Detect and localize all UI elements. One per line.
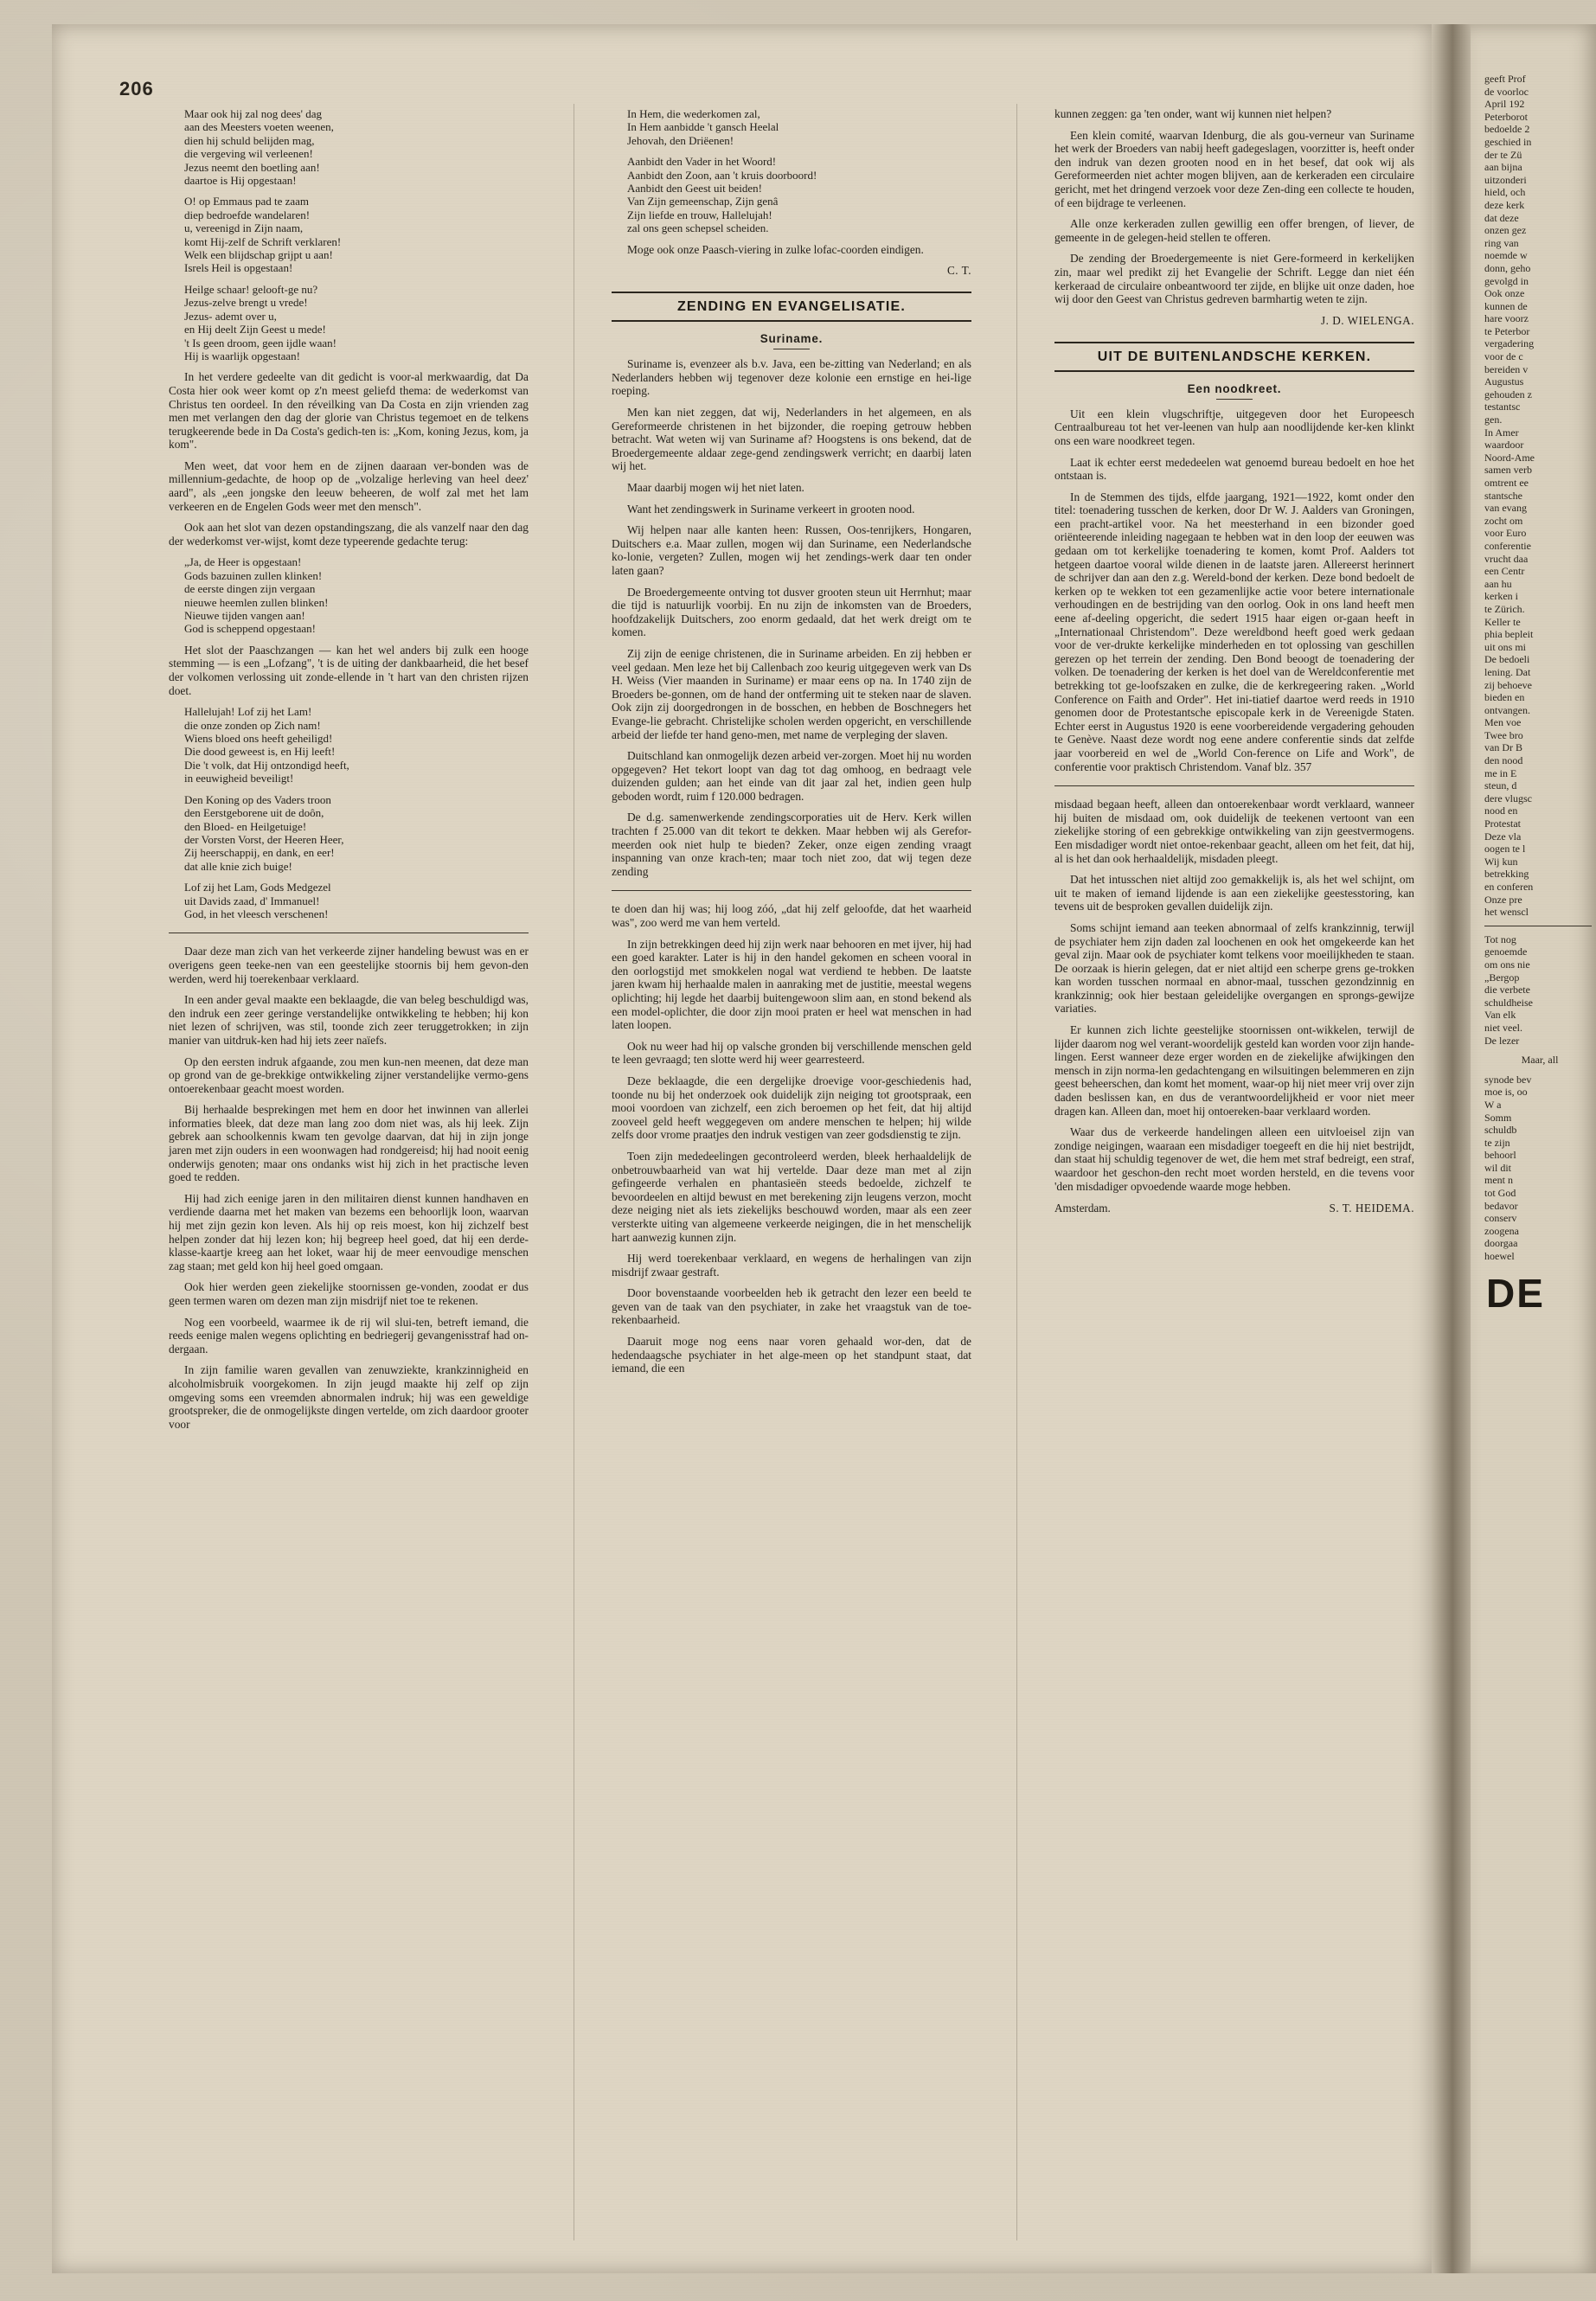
page-left-leaf xyxy=(52,24,1432,2273)
paragraph: Door bovenstaande voorbeelden heb ik getracht den lezer een beeld te geven van de taak van den psychiater, in zake het vraagstuk van de toe-rekenbaarheid. xyxy=(612,1286,971,1327)
poem-stanza: Maar ook hij zal nog dees' dag aan des Meesters voeten weenen, dien hij schuld belijden mag, die vergeving wil verleenen! Jezus neemt den boetling aan! daartoe is Hij opgestaan! xyxy=(184,107,334,188)
paragraph: Want het zendingswerk in Suriname verkeert in grooten nood. xyxy=(627,502,915,516)
paragraph: In de Stemmen des tijds, elfde jaargang, 1921—1922, komt onder den titel: toenadering tusschen de kerken, door Dr W. J. Aalders van Groningen, een pracht-artikel voor. Na het meesterhand in een bizonder goed oriënteerende inleiding nagegaan te hebben wat in den loop der eeuwen was gedaan om tot kerkelijke toenadering te komen, komt Prof. Aalders tot hetgeen daartoe vooral wilde dienen in de laatste jaren. Allereerst herinnert de schrijver dan aan den z.g. Wereld-bond der kerken. Deze bond bedoelt de kerken op te wekken tot een gezamenlijke actie voor betere internationale verhoudingen en de bestrijding van den oorlog. Ook in ons land heeft men eene af-deeling opgericht, die sedert 1915 haar eigen or-gaan heeft in „Internationaal Christendom". Deze wereldbond heeft goed werk gedaan voor de ver-drukte kerkelijke minderheden en tot oplossing van geschillen gerezen op het terrein der zending. Den Bond beoogt de toenadering der volken. De toenadering der kerken is het doel van de Wereldconferentie met betrekking tot ge-loofszaken en zulke, die de kerkregeering raken. „World Conference on Faith and Order". Het ini-tiatief daartoe werd reeds in 1910 genomen door de Protestantsche episcopale kerk in de Vereenigde Staten. Echter eerst in Augustus 1920 is eene voorbereidende vergadering gehouden te Genève. Naast deze wordt nog eene andere conferentie sinds dat zelfde jaar voorbereid en wel de „World Con-ference on Life and Work", de conferentie voor praktisch Christendom. Vanaf blz. 357 xyxy=(1054,490,1414,773)
poem-stanza: Aanbidt den Vader in het Woord! Aanbidt den Zoon, aan 't kruis doorboord! Aanbidt den Geest uit beiden! Van Zijn gemeenschap, Zijn genâ Zijn liefde en trouw, Hallelujah! zal ons geen schepsel scheiden. xyxy=(627,155,817,235)
paragraph: misdaad begaan heeft, alleen dan ontoerekenbaar wordt verklaard, wanneer hij buiten de misdaad om, ook duidelijk de teekenen vertoont van een ziekelijke storing of een gebrekkige ontwikkeling van zijn geestvermogens. Een misdadiger wordt niet ontoe-rekenbaar geacht, alleen om het feit, dat hij, al is het dan ook herhaaldelijk, misdaden pleegt. xyxy=(1054,798,1414,865)
subheading-suriname: Suriname. xyxy=(760,332,824,346)
section-heading-buitenlandsche-kerken: UIT DE BUITENLANDSCHE KERKEN. xyxy=(1054,342,1414,372)
paragraph: De d.g. samenwerkende zendingscorporaties uit de Herv. Kerk willen trachten f 25.000 van dit tekort te dekken. Maar hebben wij als Gerefor-meerden ook niet hulp te bieden? Zeker, onze eigen zending vraagt inspanning van onze krach-ten; maar toch niet zoo, dat wij tegen deze zending xyxy=(612,811,971,878)
paragraph: Maar daarbij mogen wij het niet laten. xyxy=(627,481,804,494)
paragraph: Nog een voorbeeld, waarmee ik de rij wil slui-ten, betreft iemand, die reeds eenige malen wegens oplichting en bedriegerij gevangenisstraf had on-dergaan. xyxy=(169,1315,529,1356)
section-heading-zending: ZENDING EN EVANGELISATIE. xyxy=(612,292,971,322)
subheading-rule xyxy=(1216,399,1253,400)
paragraph: Moge ook onze Paasch-viering in zulke lofac-coorden eindigen. xyxy=(627,242,924,256)
page-right-leaf xyxy=(1471,24,1596,2273)
paragraph: Daar deze man zich van het verkeerde zijner handeling bewust was en er overigens geen teeke-nen van een geestelijke stoornis bij hem gevon-den werden, werd hij toerekenbaar verklaard. xyxy=(169,945,529,985)
paragraph: Uit een klein vlugschriftje, uitgegeven door het Europeesch Centraalbureau tot het ver-leenen van hulp aan noodlijdende ker-ken klinkt ons een ware noodkreet tegen. xyxy=(1054,407,1414,447)
paragraph: Deze beklaagde, die een dergelijke droevige voor-geschiedenis had, toonde nu bij het onderzoek ook duidelijk zijn neiging tot grootspraak, een mooi voordoen van zichzelf, een zich beroemen op het feit, dat hij altijd zooveel geld heeft weggegeven om andere menschen te helpen; hij wilde zelfs door vrome praatjes den indruk vestigen van zeer godsdienstig te zijn. xyxy=(612,1074,971,1142)
poem-stanza: In Hem, die wederkomen zal, In Hem aanbidde 't gansch Heelal Jehovah, den Driëenen! xyxy=(627,107,779,147)
paragraph: Een klein comité, waarvan Idenburg, die als gou-verneur van Suriname het werk der Broeders van nabij heeft gadegeslagen, voorzitter is, heeft onder den indruk van dezen grooten nood en in het besef, dat ook wij als Gereformeerden niet achter mogen blijven, aan de kerkeraden een circulaire gericht, met het dringend verzoek voor deze Zen-ding een collecte te houden, of een bijdrage te verleenen. xyxy=(1054,128,1414,209)
poem-stanza: O! op Emmaus pad te zaam diep bedroefde wandelaren! u, vereenigd in Zijn naam, komt Hij-zelf de Schrift verklaren! Welk een blijdschap grijpt u aan! Isrels Heil is opgestaan! xyxy=(184,195,342,275)
paragraph: Bij herhaalde besprekingen met hem en door het inwinnen van allerlei informaties bleek, dat deze man lang zoo dom niet was, als hij leek. Zijn gebrek aan schoolkennis kwam ten gevolge daarvan, dat hij in zijn jonge jaren met zijn ouders in een woonwagen had rondgereisd; hij had nooit eenig onderwijs genoten; maar ons ondanks wist hij zich in het practische leven goed te redden. xyxy=(169,1103,529,1184)
paragraph: Laat ik echter eerst mededeelen wat genoemd bureau bedoelt en hoe het ontstaan is. xyxy=(1054,455,1414,483)
subheading-noodkreet: Een noodkreet. xyxy=(1187,381,1282,395)
paragraph: Zij zijn de eenige christenen, die in Suriname arbeiden. En zij hebben er veel gedaan. Men leze het bij Callenbach zoo keurig uitgegeven werk van Ds H. Weiss (Vier maanden in Suriname) er maar eens op na. In 1740 zijn de Broeders be-gonnen, om de hand der ontferming uit te steken naar de slaven. Ook zijn zij doorgedrongen in de bosschen, en hebben de Boschnegers het Evange-lie gebracht. Christelijke scholen werden opgericht, en verschillende arbeid der liefde ter hand geno-men, met name de verpleging der slaven. xyxy=(612,646,971,741)
paragraph-fragment: Maar, all xyxy=(1521,1054,1559,1067)
section-divider xyxy=(612,890,971,891)
paragraph: Wij helpen naar alle kanten heen: Russen, Oos-tenrijkers, Hongaren, Duitschers e.a. Maar zullen, mogen wij dan Suriname, een Nederlandsche ko-lonie, vergeten? Zullen, mogen wij het zendings-werk daar ten onder laten gaan? xyxy=(612,523,971,577)
paragraph: De zending der Broedergemeente is niet Gere-formeerd in kerkelijken zin, maar wel predikt zij het Evangelie der Schrift. Legge dan niet één kerkeraad de circulaire onbeantwoord ter zijde, en blijke uit onze daden, hoe wij door den Geest van Christus gedreven barmhartig weten te zijn. xyxy=(1054,252,1414,306)
paragraph: In zijn betrekkingen deed hij zijn werk naar behooren en met ijver, hij had een goed karakter. Later is hij in den handel gekomen en scheen vooral in den oorlogstijd met smokkelen nogal wat verdiend te hebben. De laatste jaren kwam hij herhaalde malen in aanraking met de justitie, meestal wegens oplichting; hij legde het daarbij buitengewoon slim aan, en stond bekend als een model-oplichter, die door zijn mooi praten er heel wat menschen in had laten loopen. xyxy=(612,937,971,1032)
paragraph: Men kan niet zeggen, dat wij, Nederlanders in het algemeen, en als Gereformeerde christenen in het bijzonder, die roeping getrouw hebben betracht. Wat weten wij van Suriname af? Hoogstens is ons bekend, dat de Broedergemeente aldaar zege-gend zendingswerk verricht; en daarbij laten wij het. xyxy=(612,406,971,473)
paragraph: Men weet, dat voor hem en de zijnen daaraan ver-bonden was de millennium-gedachte, de hoop op de „volzalige herleving van heel deez' aard", als „een jongske den leeuw beheeren, de wolf zal met het lam verkeeren en de Engelen Gods weer met den mensch". xyxy=(169,458,529,513)
paragraph: Ook hier werden geen ziekelijke stoornissen ge-vonden, zoodat er dus geen termen waren om dezen man zijn misdrijf niet toe te rekenen. xyxy=(169,1280,529,1307)
poem-stanza: Hallelujah! Lof zij het Lam! die onze zonden op Zich nam! Wiens bloed ons heeft geheiligd! Die dood geweest is, en Hij leeft! Die 't volk, dat Hij ontzondigd heeft, in eeuwigheid beveiligt! xyxy=(184,705,349,785)
column-divider-2 xyxy=(1016,104,1017,2240)
paragraph: Daaruit moge nog eens naar voren gehaald wor-den, dat de hedendaagsche psychiater in het alge-meen op het standpunt staat, dat iemand, die een xyxy=(612,1335,971,1375)
paragraph: Op den eersten indruk afgaande, zou men kun-nen meenen, dat deze man op grond van de ge-brekkige ontwikkeling zijner verstandelijke vermo-gens ontoerekenbaar geacht moest worden. xyxy=(169,1054,529,1095)
paragraph: In het verdere gedeelte van dit gedicht is voor-al merkwaardig, dat Da Costa hier ook weer komt op z'n meest geliefd thema: de wederkomst van Christus ten oordeel. In den réveilking van Da Costa en zijn vrienden zag men met verlangen den dag der glorie van Christus tegemoet en de telkens terugkeerende bede in Da Costa's gedich-ten is: „Kom, koning Jezus, kom, ja kom". xyxy=(169,370,529,452)
signature-block xyxy=(1054,1202,1414,1215)
page-number: 206 xyxy=(119,78,154,99)
book-gutter-shadow xyxy=(1432,24,1473,2273)
paragraph-fragment: Tot nog genoemde om ons nie „Bergop die verbete schuldheise Van elk niet veel. De lezer xyxy=(1484,933,1533,1047)
paragraph: Waar dus de verkeerde handelingen alleen een uitvloeisel zijn van zondige neigingen, waaraan een misdadiger toegeeft en die hij niet bestrijdt, dan staat hij schuldig tegenover de wet, die hem met straf bedreigt, een straf, waardoor het geschon-den recht moet worden hersteld, en die tevens voor 'den misdadiger opvoedende waarde moge hebben. xyxy=(1054,1125,1414,1193)
paragraph: Suriname is, evenzeer als b.v. Java, een be-zitting van Nederland; en als Nederlanders hebben wij tegenover deze kolonie een ernstige en hei-lige roeping. xyxy=(612,357,971,398)
paragraph: In een ander geval maakte een beklaagde, die van beleg beschuldigd was, den indruk een zeer geringe verstandelijke ontwikkeling te hebben; hij kon niet lezen of schrijven, was stil, toonde zich zeer teruggetrokken; in zijn manier van uitdruk-ken had hij iets zeer naïefs. xyxy=(169,993,529,1047)
paragraph: Het slot der Paaschzangen — kan het wel anders bij zulk een hooge stemming — is een „Lofzang", 't is de uiting der dankbaarheid, die het besef der volkomen verlossing uit zonde-ellende in 't hart van den christen rijzen doet. xyxy=(169,643,529,697)
column-1 xyxy=(169,104,529,1439)
place-name: Amsterdam. xyxy=(1054,1202,1111,1215)
paragraph: In zijn familie waren gevallen van zenuwziekte, krankzinnigheid en alcoholmisbruik voorgekomen. In zijn jeugd maakte hij zelf op zijn omgeving soms een vreemden abnormalen indruk; hij was een geweldige grootspreker, die de onmogelijkste dingen vertelde, om zich daardoor grooter voor xyxy=(169,1363,529,1431)
paragraph: kunnen zeggen: ga 'ten onder, want wij kunnen niet helpen? xyxy=(1054,107,1332,120)
column-3 xyxy=(1054,104,1414,1215)
paragraph: Ook aan het slot van dezen opstandingszang, die als vanzelf naar den dag der wederkomst ver-wijst, komt deze typeerende gedachte terug: xyxy=(169,521,529,548)
article-columns xyxy=(169,104,1414,2258)
signature: S. T. HEIDEMA. xyxy=(1329,1202,1414,1215)
masthead-fragment: DE xyxy=(1486,1270,1545,1316)
paragraph: Toen zijn mededeelingen gecontroleerd werden, bleek herhaaldelijk de onbetrouwbaarheid van wat hij vertelde. Daar deze man met al zijn gefingeerde verhalen en phantasieën steeds bedoelde, zichzelf te bevoordeelen en altijd bewust en met berekening zijn leugens verzon, mocht deze neiging niet als iets ziekelijks beschouwd worden, maar als een zeer versterkte uiting van algemeene verkeerde neigingen, die in het menschelijk hart aanwezig kunnen zijn. xyxy=(612,1149,971,1244)
paragraph: Er kunnen zich lichte geestelijke stoornissen ont-wikkelen, terwijl de lijder daarom nog wel verant-woordelijk gesteld kan worden voor zijn hande-lingen. Eerst wanneer deze erger worden en de ziekelijke afwijkingen den mensch in zijn norma-len gedachtengang en wilsuitingen belemmeren en zijn geest beheerschen, dan komt het moment, waar-op hij niet meer vrij over zijn daden beslissen kan, en dus de verantwoordelijkheid er voor niet meer dragen kan. Alleen dan, moet hij ontoereken-baar verklaard worden. xyxy=(1054,1023,1414,1118)
poem-stanza: Den Koning op des Vaders troon den Eerstgeborene uit de doôn, den Bloed- en Heilgetuige! der Vorsten Vorst, der Heeren Heer, Zij heerschappij, en dank, en eer! dat alle knie zich buige! xyxy=(184,792,344,873)
paragraph: Dat het intusschen niet altijd zoo gemakkelijk is, als het wel schijnt, om uit te maken of iemand lijdende is aan een ziekelijke geestesstoring, kan tevens uit de besproken gevallen duidelijk zijn. xyxy=(1054,873,1414,913)
paragraph: Soms schijnt iemand aan teeken abnormaal of zelfs krankzinnig, terwijl de psychiater hem zijn daden zal loochenen en ook het omgekeerde kan het geval zijn. Maar ook de psychiater komt telkens voor moeilijkheden te staan. De oorzaak is hierin gelegen, dat er niet altijd een scherpe grens ge-trokken kan worden tusschen normaal en abnor-maal, tusschen gezondzinnig en krankzinnig; ook hier bestaan geleidelijke overgangen en sprongs-gewijze variaties. xyxy=(1054,920,1414,1016)
paragraph: Alle onze kerkeraden zullen gewillig een offer brengen, of liever, de gemeente in de gelegen-heid stellen te offeren. xyxy=(1054,217,1414,244)
paragraph-fragment: synode bev moe is, oo W a Somm schuldb te zijn behoorl wil dit ment n tot God bedavor conserv zoogena doorgaa hoewel xyxy=(1484,1073,1532,1263)
section-divider xyxy=(1054,785,1414,786)
signature: J. D. WIELENGA. xyxy=(1321,313,1414,327)
right-sliver-text xyxy=(1471,24,1596,1317)
poem-stanza: Lof zij het Lam, Gods Medgezel uit Davids zaad, d' Immanuel! God, in het vleesch verschenen! xyxy=(184,881,331,920)
paragraph: Hij werd toerekenbaar verklaard, en wegens de herhalingen van zijn misdrijf zwaar gestraft. xyxy=(612,1252,971,1279)
paragraph: Ook nu weer had hij op valsche gronden bij verschillende menschen geld te leen gevraagd; ten slotte werd hij weer gearresteerd. xyxy=(612,1039,971,1067)
paragraph: De Broedergemeente ontving tot dusver grooten steun uit Herrnhut; maar die tijd is natuurlijk voorbij. En nu zijn de inkomsten van de Broeders, hoofdzakelijk Duitschers, zoo enorm gedaald, dat het werk dreigt om te komen. xyxy=(612,585,971,639)
poem-stanza: „Ja, de Heer is opgestaan! Gods bazuinen zullen klinken! de eerste dingen zijn vergaan nieuwe heemlen zullen blinken! Nieuwe tijden vangen aan! God is scheppend opgestaan! xyxy=(184,555,329,636)
signature: C. T. xyxy=(946,264,971,278)
paragraph-fragment: geeft Prof de voorloc April 192 Peterborot bedoelde 2 geschied in der te Zü aan bijna uitzonderi hield, och deze kerk dat deze onzen gez ring van noemde w donn, geho gevolgd in Ook onze kunnen de hare voorz te Peterbor vergadering voor de c bereiden v Augustus gehouden z testantsc gen. In Amer waardoor Noord-Ame samen verb omtrent ee stantsche van evang zocht om voor Euro conferentie vrucht daa een Centr aan hu kerken i te Zürich. Keller te phia bepleit uit ons mi De bedoeli lening. Dat zij behoeve bieden en ontvangen. Men voe Twee bro van Dr B den nood me in E steun, d dere vlugsc nood en Protestat Deze vla oogen te l Wij kun betrekking en conferen Onze pre het wenscl xyxy=(1484,73,1535,919)
paragraph: Hij had zich eenige jaren in den militairen dienst kunnen handhaven en verdiende daarna met het maken van bezems een behoorlijk loon, waarvan hij met zijn gezin kon leven. Als hij op reis moest, kon hij zichzelf best helpen zonder dat hij lezen kon; hij begreep heel goed, dat hij een derde-klasse-kaartje kreeg aan het loket, waar hij de meer eenvoudige menschen zag staan; met geld kon hij heel goed omgaan. xyxy=(169,1191,529,1272)
paragraph: te doen dan hij was; hij loog zóó, „dat hij zelf geloofde, dat het waarheid was", zoo werd me van hem verteld. xyxy=(612,902,971,930)
column-2 xyxy=(612,104,971,1383)
poem-stanza: Heilge schaar! gelooft-ge nu? Jezus-zelve brengt u vrede! Jezus- ademt over u, en Hij deelt Zijn Geest u mede! 't Is geen droom, geen ijdle waan! Hij is waarlijk opgestaan! xyxy=(184,282,337,362)
paragraph: Duitschland kan onmogelijk dezen arbeid ver-zorgen. Moet hij nu worden opgegeven? Het tekort loopt van dag tot dag omhoog, en bedraagt vele duizenden gulden; aan het einde van dit jaar zal het, indien geen hulp geboden wordt, ruim f 120.000 bedragen. xyxy=(612,749,971,803)
